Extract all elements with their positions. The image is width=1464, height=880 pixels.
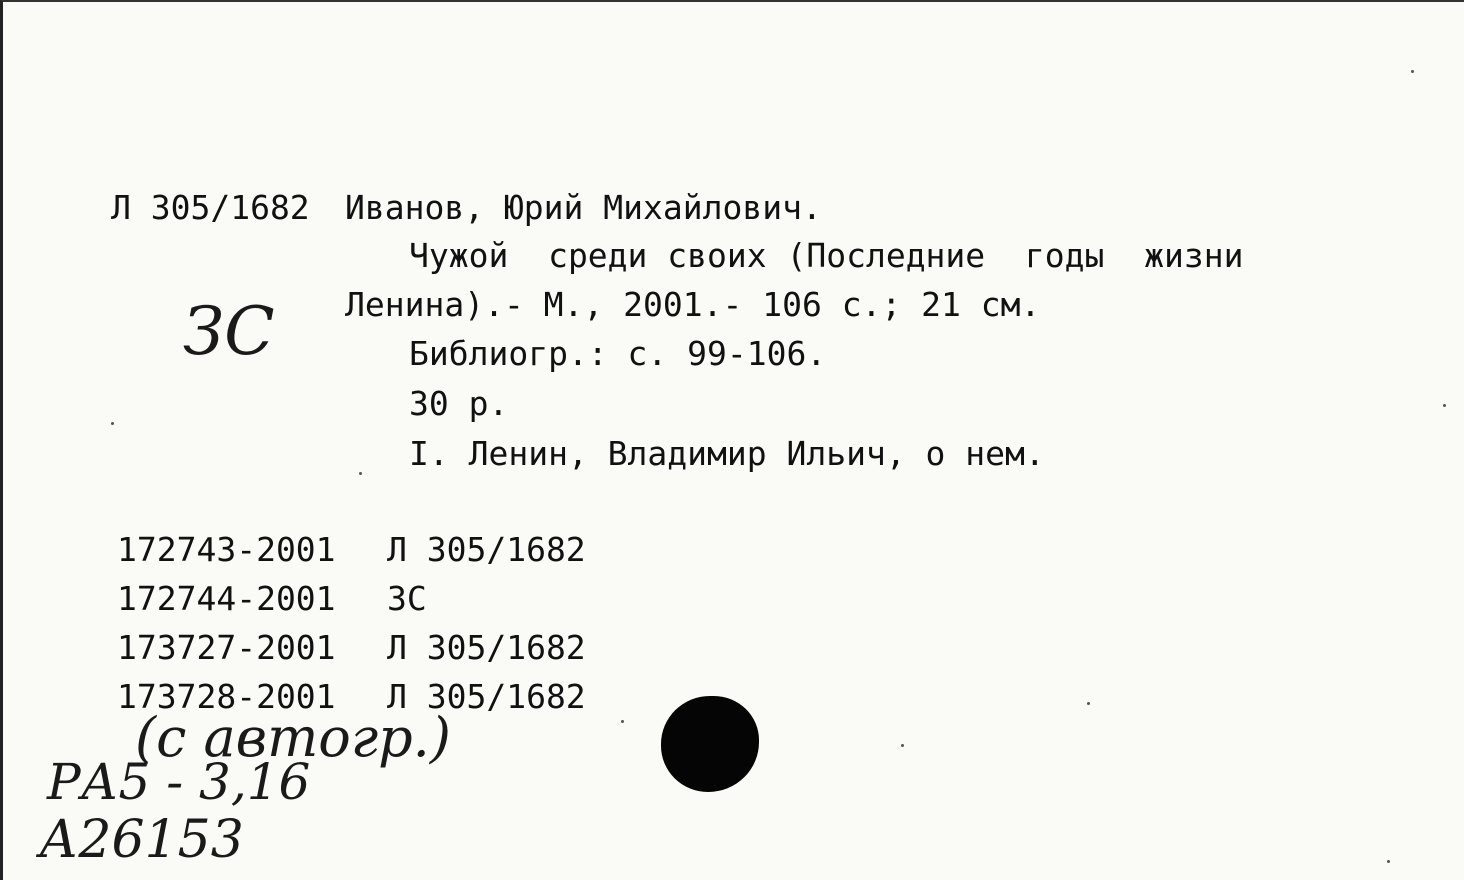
speck	[1443, 404, 1446, 407]
speck	[1087, 702, 1090, 705]
holding-inventory: 172743-2001	[117, 530, 336, 569]
author-heading: Иванов, Юрий Михайлович.	[345, 188, 822, 227]
speck	[111, 422, 114, 425]
price: 30 р.	[409, 384, 509, 423]
subject-heading: I. Ленин, Владимир Ильич, о нем.	[409, 434, 1045, 473]
holding-inventory: 172744-2001	[117, 579, 336, 618]
speck	[901, 744, 904, 747]
speck	[359, 472, 362, 475]
handwritten-margin-mark: ЗС	[183, 293, 275, 370]
handwritten-code-line-2: А26153	[39, 810, 244, 870]
holding-location: Л 305/1682	[387, 628, 586, 667]
title-line-1: Чужой среди своих (Последние годы жизни	[409, 236, 1244, 275]
speck	[621, 720, 624, 723]
bibliography-note: Библиогр.: с. 99-106.	[409, 334, 827, 373]
holding-inventory: 173728-2001	[117, 677, 336, 716]
holding-location: Л 305/1682	[387, 530, 586, 569]
holding-inventory: 173727-2001	[117, 628, 336, 667]
ink-blot	[661, 696, 759, 792]
holding-location: ЗС	[387, 579, 427, 618]
title-line-2: Ленина).- М., 2001.- 106 с.; 21 см.	[345, 285, 1041, 324]
speck	[1411, 70, 1414, 73]
holding-location: Л 305/1682	[387, 677, 586, 716]
handwritten-code-line-1: РА5 - 3,16	[47, 753, 311, 811]
call-number: Л 305/1682	[111, 188, 310, 227]
speck	[1387, 860, 1390, 863]
handwritten-autograph-note: (с автогр.)	[135, 706, 451, 769]
